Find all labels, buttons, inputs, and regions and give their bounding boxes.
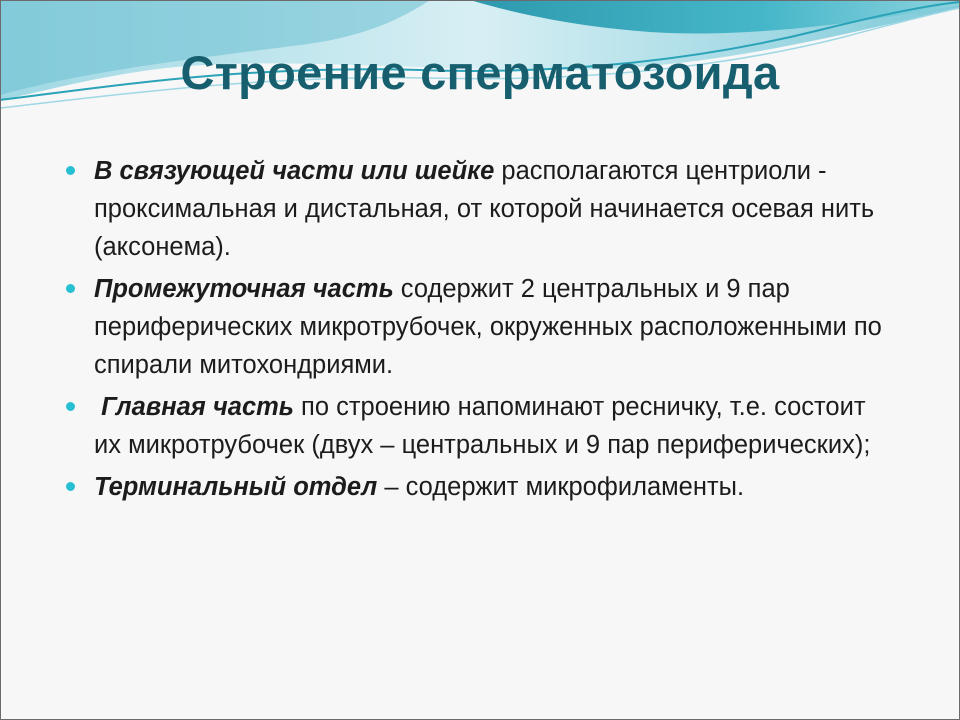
bullet-icon xyxy=(66,284,75,293)
bullet-text: располагаются центриоли - проксимальная и дистальная, от которой начинается осевая нить (аксонема). xyxy=(94,157,875,261)
bullet-item-neck xyxy=(66,152,896,266)
bullet-icon xyxy=(66,166,75,175)
bullet-icon xyxy=(66,402,75,411)
bullet-lead: Главная часть xyxy=(94,393,294,421)
bullet-item-principal xyxy=(66,388,896,464)
bullet-lead: В связующей части или шейке xyxy=(94,157,495,185)
bullet-text: по строению напоминают ресничку, т.е. состоит их микротрубочек (двух – центральных и 9 пар периферических); xyxy=(94,393,871,459)
bullet-text: содержит 2 центральных и 9 пар периферических микротрубочек, окруженных расположенными по спирали митохондриями. xyxy=(94,275,882,379)
bullet-list xyxy=(66,152,896,510)
bullet-text: – содержит микрофиламенты. xyxy=(377,473,745,501)
bullet-icon xyxy=(66,482,75,491)
bullet-lead: Терминальный отдел xyxy=(94,473,378,501)
bullet-lead: Промежуточная часть xyxy=(94,275,394,303)
slide-title: Строение сперматозоида xyxy=(180,46,780,99)
bullet-item-terminal xyxy=(66,468,896,506)
bullet-item-midpiece xyxy=(66,270,896,384)
